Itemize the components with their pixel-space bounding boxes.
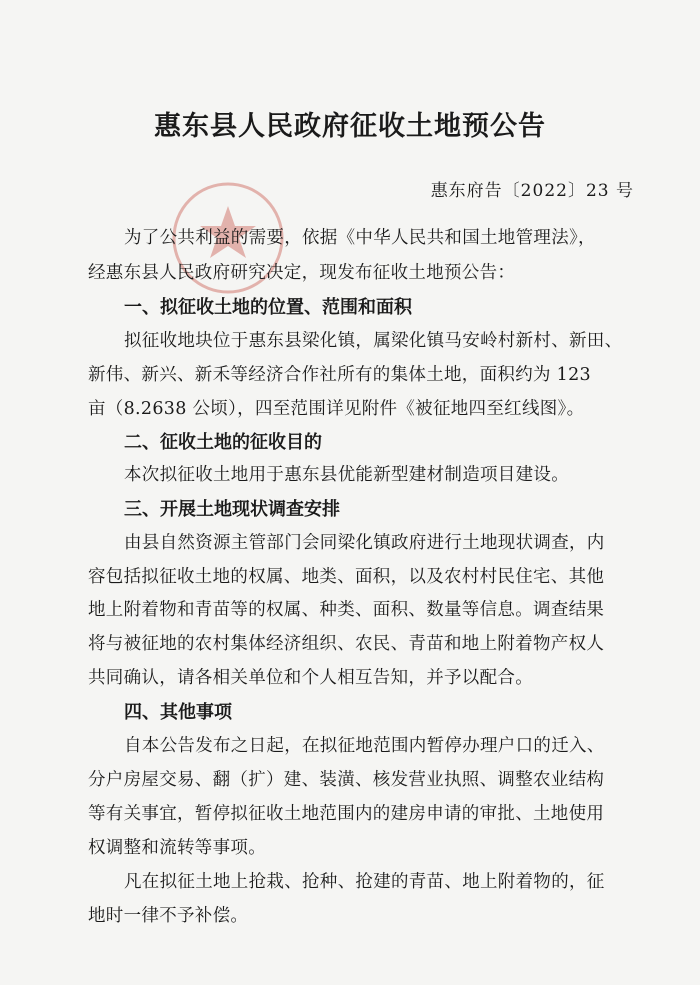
paragraph-line: 拟征收地块位于惠东县梁化镇，属梁化镇马安岭村新村、新田、 xyxy=(124,331,623,351)
paragraph-line: 凡在拟征土地上抢栽、抢种、抢建的青苗、地上附着物的，征 xyxy=(124,872,605,892)
document-title: 惠东县人民政府征收土地预公告 xyxy=(154,111,546,142)
paragraph-line: 地时一律不予补偿。 xyxy=(88,906,249,926)
document-number: 惠东府告〔2022〕23 号 xyxy=(430,181,634,201)
paragraph-line: 等有关事宜，暂停拟征收土地范围内的建房申请的审批、土地使用 xyxy=(88,804,605,824)
section-heading: 二、征收土地的征收目的 xyxy=(124,432,322,453)
section-heading: 四、其他事项 xyxy=(124,702,232,723)
section-heading: 一、拟征收土地的位置、范围和面积 xyxy=(124,297,412,318)
section-heading: 三、开展土地现状调查安排 xyxy=(124,499,340,520)
intro-line: 经惠东县人民政府研究决定，现发布征收土地预公告： xyxy=(88,263,516,283)
paragraph-line: 将与被征地的农村集体经济组织、农民、青苗和地上附着物产权人 xyxy=(88,634,605,654)
paragraph-line: 容包括拟征收土地的权属、地类、面积，以及农村村民住宅、其他 xyxy=(88,567,605,587)
paragraph-line: 本次拟征收土地用于惠东县优能新型建材制造项目建设。 xyxy=(124,465,569,485)
intro-line: 为了公共利益的需要，依据《中华人民共和国土地管理法》， xyxy=(124,228,596,248)
paragraph-line: 分户房屋交易、翻（扩）建、装潢、核发营业执照、调整农业结构 xyxy=(88,770,605,790)
paragraph-line: 地上附着物和青苗等的权属、种类、面积、数量等信息。调查结果 xyxy=(88,600,605,620)
paragraph-line: 共同确认，请各相关单位和个人相互告知，并予以配合。 xyxy=(88,668,533,688)
paragraph-line: 由县自然资源主管部门会同梁化镇政府进行土地现状调查，内 xyxy=(124,533,605,553)
paragraph-line: 新伟、新兴、新禾等经济合作社所有的集体土地，面积约为 123 xyxy=(88,365,591,385)
paragraph-line: 亩（8.2638 公顷），四至范围详见附件《被征地四至红线图》。 xyxy=(88,399,585,419)
paragraph-line: 自本公告发布之日起，在拟征地范围内暂停办理户口的迁入、 xyxy=(124,736,605,756)
paragraph-line: 权调整和流转等事项。 xyxy=(88,838,266,858)
